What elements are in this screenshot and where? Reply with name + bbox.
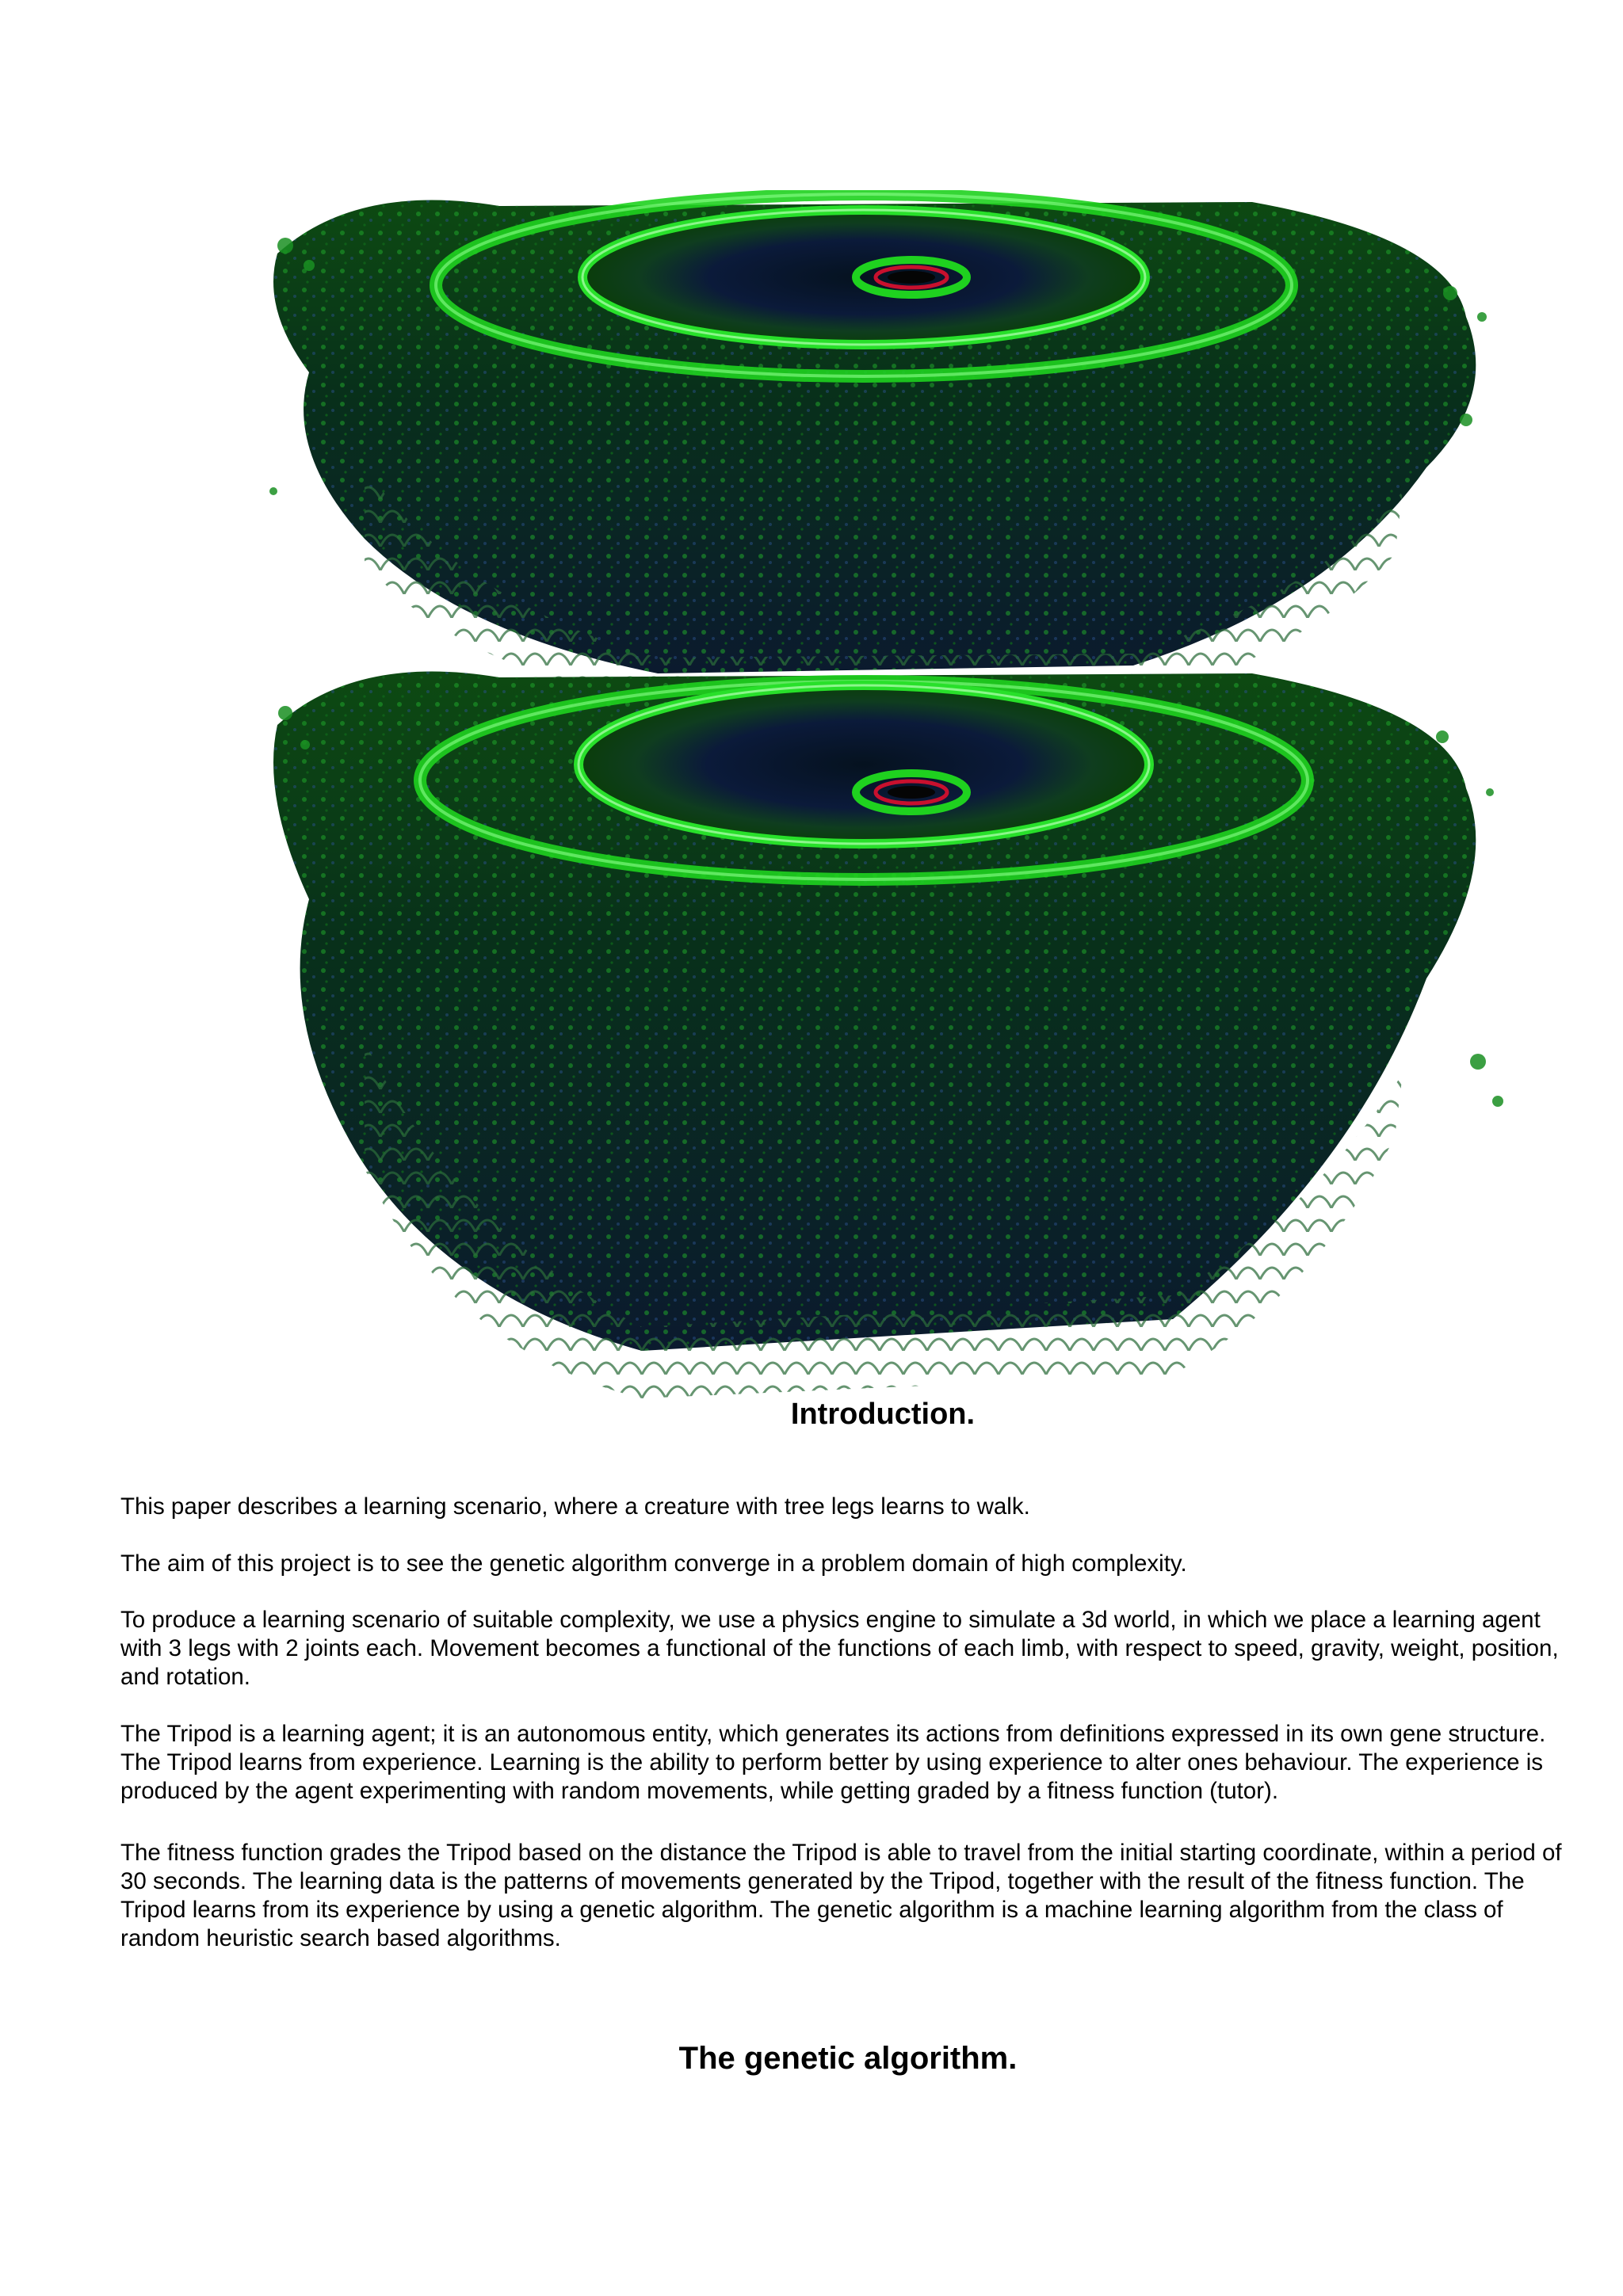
genetic-algorithm-heading: The genetic algorithm. [678, 2041, 1018, 2076]
fractal-image-icon [262, 190, 1506, 1398]
intro-paragraph-5: The fitness function grades the Tripod based on the distance the Tripod is able to travel from the initial starting coordinate, within a period of 30 seconds. The learning data is the patterns of movements generated by the Tripod, together with the result of the fitness function. The Tripod learns from its experience by using a genetic algorithm. The genetic algorithm is a machine learning algorithm from the class of random heuristic search based algorithms. [120, 1840, 1562, 1951]
intro-paragraph-3: To produce a learning scenario of suitable complexity, we use a physics engine to simulate a 3d world, in which we place a learning agent with 3 legs with 2 joints each. Movement becomes a functional of the functions of each limb, with respect to speed, gravity, weight, position, and rotation. [120, 1607, 1559, 1690]
fractal-figure [262, 190, 1506, 1398]
intro-paragraph-4: The Tripod is a learning agent; it is an autonomous entity, which generates its actions from definitions expressed in its own gene structure. The Tripod learns from experience. Learning is the ability to perform better by using experience to alter ones behaviour. The experience is produced by the agent experimenting with random movements, while getting graded by a fitness function (tutor). [120, 1721, 1546, 1804]
lower-ring-structure [273, 672, 1476, 1399]
introduction-heading: Introduction. [790, 1398, 976, 1431]
upper-ring-structure [273, 194, 1476, 705]
intro-paragraph-1: This paper describes a learning scenario, where a creature with tree legs learns to walk. [120, 1493, 1030, 1520]
intro-paragraph-2: The aim of this project is to see the genetic algorithm converge in a problem domain of high complexity. [120, 1550, 1187, 1577]
